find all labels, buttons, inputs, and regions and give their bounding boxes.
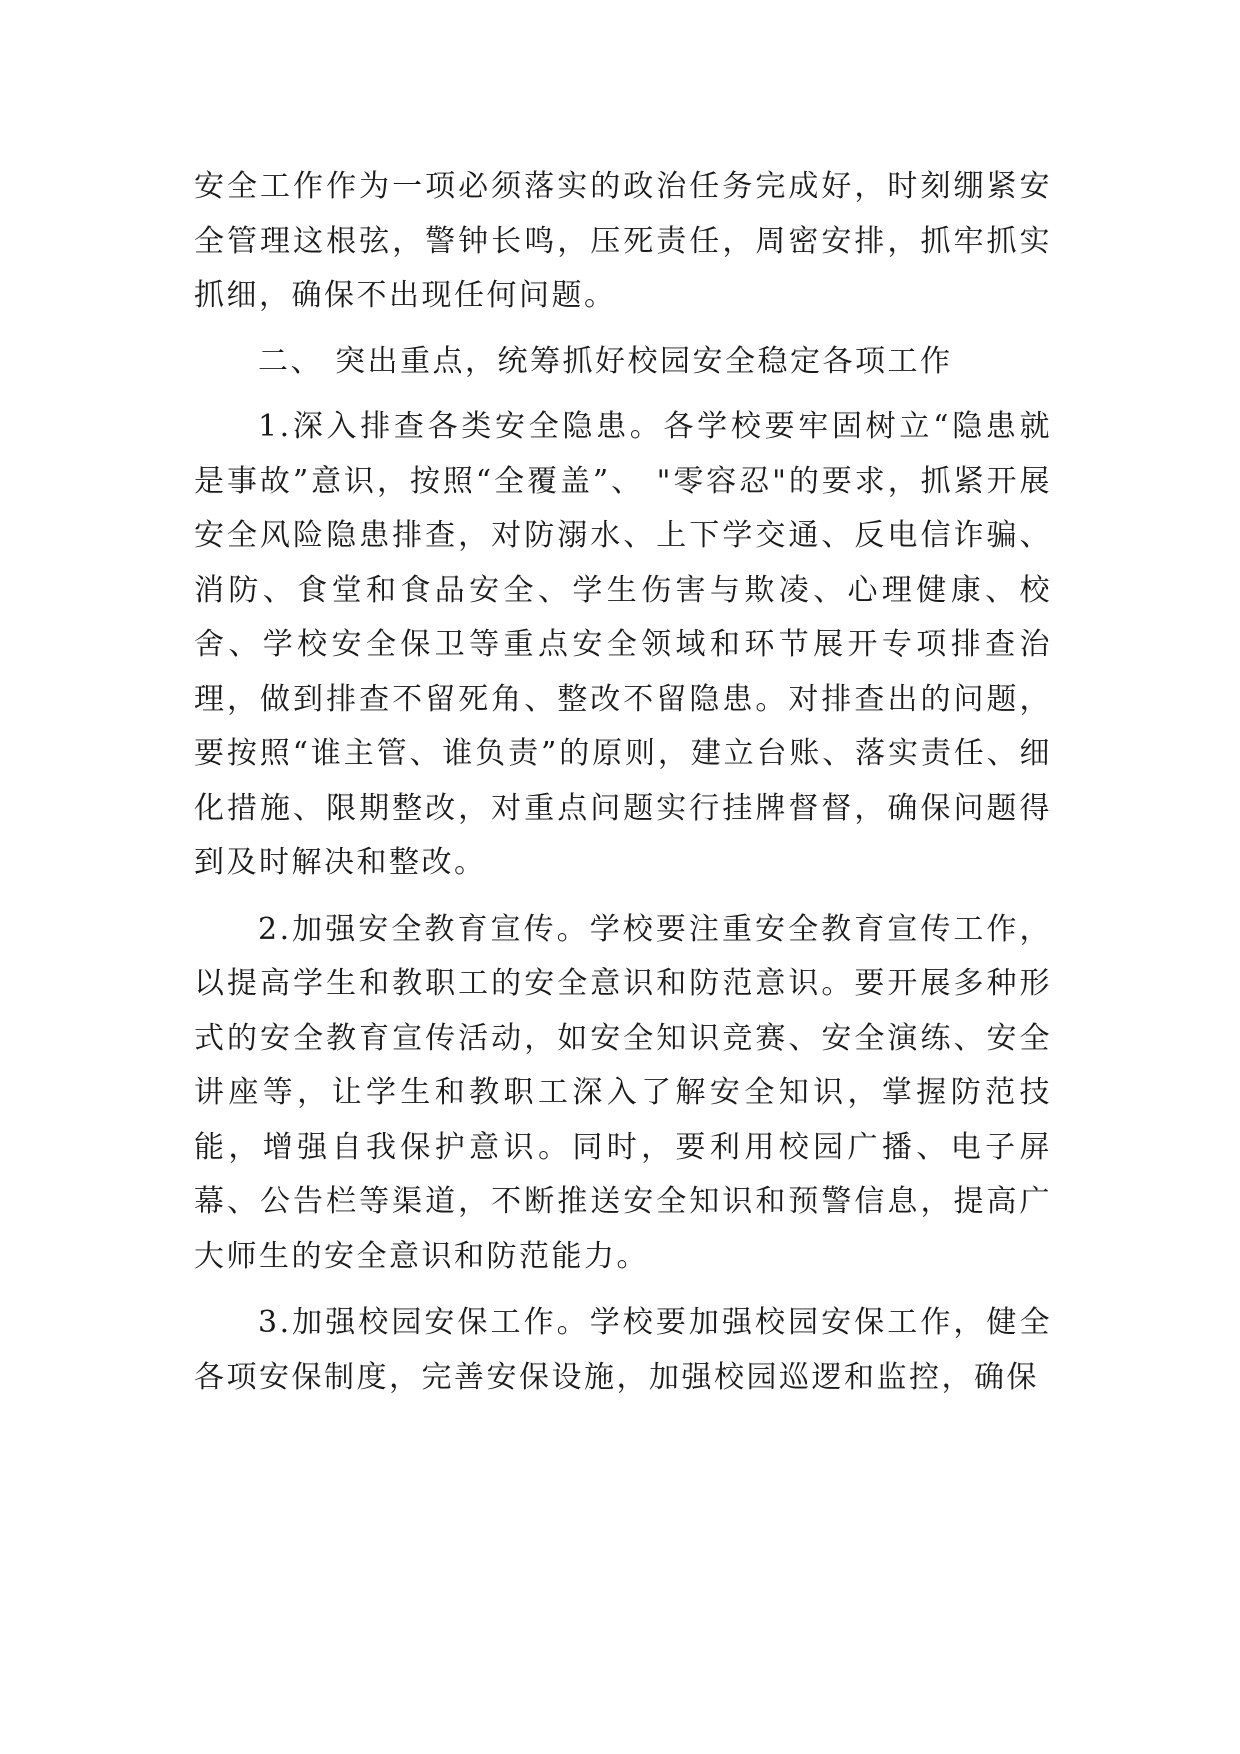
section-heading: 二、 突出重点，统筹抓好校园安全稳定各项工作	[258, 343, 953, 379]
paragraph-item-1: 1.深入排查各类安全隐患。各学校要牢固树立“隐患就是事故”意识，按照“全覆盖”、 "零容忍"的要求，抓紧开展安全风险隐患排查，对防溺水、上下学交通、反电信诈骗、消防、食堂和食品安全、学生伤害与欺凌、心理健康、校舍、学校安全保卫等重点安全领域和环节展开专项排查治理，做到排查不留死角、整改不留隐患。对排查出的问题，要按照“谁主管、谁负责”的原则，建立台账、落实责任、细化措施、限期整改，对重点问题实行挂牌督督，确保问题得到及时解决和整改。	[194, 409, 1052, 880]
paragraph-continuation: 安全工作作为一项必须落实的政治任务完成好，时刻绷紧安全管理这根弦，警钟长鸣，压死责任，周密安排，抓牢抓实抓细，确保不出现任何问题。	[194, 169, 1052, 313]
paragraph-item-3: 3.加强校园安保工作。学校要加强校园安保工作，健全各项安保制度，完善安保设施，加强校园巡逻和监控，确保	[194, 1305, 1052, 1395]
paragraph-item-2: 2.加强安全教育宣传。学校要注重安全教育宣传工作，以提高学生和教职工的安全意识和防范意识。要开展多种形式的安全教育宣传活动，如安全知识竞赛、安全演练、安全讲座等，让学生和教职工深入了解安全知识，掌握防范技能，增强自我保护意识。同时，要利用校园广播、电子屏幕、公告栏等渠道，不断推送安全知识和预警信息，提高广大师生的安全意识和防范能力。	[194, 911, 1052, 1274]
document-body	[194, 160, 1052, 1405]
